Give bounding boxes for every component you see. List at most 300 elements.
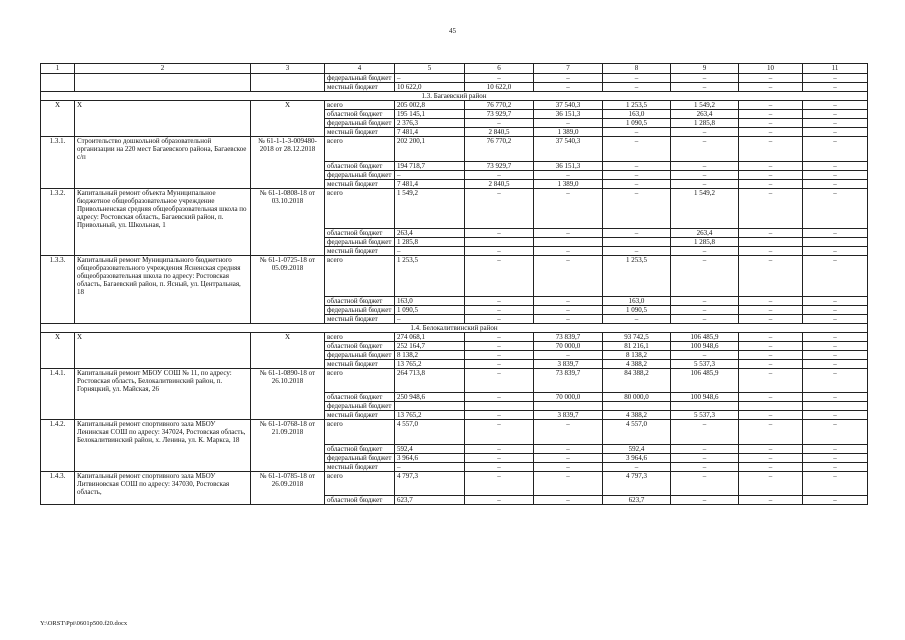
value-cell: 4 388,2 [603,359,671,368]
value-cell: – [671,444,739,453]
column-header: 4 [325,64,395,74]
value-cell [465,238,534,247]
value-cell: – [534,247,603,256]
funding-source: всего [325,256,395,297]
section-row [41,92,868,101]
value-cell: 250 948,6 [395,393,465,402]
value-cell: 7 481,4 [395,128,465,137]
value-cell: – [603,462,671,471]
document [251,74,325,83]
table-row [41,444,868,453]
value-cell: – [395,462,465,471]
funding-source: всего [325,420,395,445]
object-name [75,314,251,323]
value-cell: – [671,137,739,162]
value-cell [534,238,603,247]
value-cell: 163,0 [395,296,465,305]
value-cell: 252 164,7 [395,341,465,350]
row-number [41,305,75,314]
object-name [75,238,251,247]
document [251,229,325,238]
value-cell: – [603,137,671,162]
row-number [41,247,75,256]
value-cell: – [803,74,868,83]
value-cell: – [803,188,868,229]
value-cell: – [671,74,739,83]
value-cell: 73 929,7 [465,110,534,119]
value-cell: – [671,462,739,471]
table-row [41,256,868,297]
value-cell [739,238,803,247]
row-number: 1.4.2. [41,420,75,445]
value-cell: – [803,411,868,420]
value-cell: 10 622,0 [395,83,465,92]
document [251,110,325,119]
object-name [75,247,251,256]
value-cell: – [534,471,603,496]
value-cell: 8 138,2 [395,350,465,359]
value-cell: – [803,296,868,305]
object-name [75,393,251,402]
object-name [75,110,251,119]
value-cell: – [671,453,739,462]
table-row [41,496,868,505]
table-row [41,296,868,305]
value-cell: – [465,188,534,229]
object-name [75,341,251,350]
value-cell: – [465,305,534,314]
value-cell: 1 253,5 [395,256,465,297]
value-cell: – [739,411,803,420]
value-cell: – [534,496,603,505]
table-row [41,411,868,420]
funding-source: местный бюджет [325,359,395,368]
column-header: 11 [803,64,868,74]
value-cell: 592,4 [395,444,465,453]
document: № 61-1-0890-18 от 26.10.2018 [251,368,325,393]
object-name [75,179,251,188]
value-cell [803,238,868,247]
row-number [41,128,75,137]
value-cell: 100 948,6 [671,393,739,402]
table-row [41,83,868,92]
document: № 61-1-0768-18 от 21.09.2018 [251,420,325,445]
value-cell: 1 389,0 [534,179,603,188]
value-cell: – [739,296,803,305]
column-header: 6 [465,64,534,74]
value-cell: – [739,444,803,453]
value-cell: – [739,305,803,314]
value-cell: 163,0 [603,110,671,119]
column-header: 5 [395,64,465,74]
value-cell: – [739,74,803,83]
row-number [41,411,75,420]
value-cell: 106 485,9 [671,368,739,393]
value-cell: – [603,314,671,323]
funding-source: всего [325,188,395,229]
row-number [41,83,75,92]
value-cell: – [803,110,868,119]
object-name [75,229,251,238]
value-cell: – [534,188,603,229]
funding-source: федеральный бюджет [325,350,395,359]
object-name [75,359,251,368]
row-number [41,341,75,350]
value-cell: – [671,179,739,188]
column-header: 2 [75,64,251,74]
value-cell: 100 948,6 [671,341,739,350]
table-row [41,179,868,188]
funding-source: областной бюджет [325,110,395,119]
value-cell: – [603,188,671,229]
table-row [41,420,868,445]
document [251,314,325,323]
value-cell: 3 839,7 [534,411,603,420]
value-cell: – [671,314,739,323]
document: № 61-1-0785-18 от 26.09.2018 [251,471,325,496]
value-cell: – [465,256,534,297]
value-cell: – [534,305,603,314]
value-cell: – [803,420,868,445]
value-cell: – [803,128,868,137]
object-name: Строительство дошкольной образовательной организации на 220 мест Багаевского района, Багаевское с/п [75,137,251,162]
value-cell: 4 557,0 [603,420,671,445]
value-cell: – [465,411,534,420]
value-cell: 76 770,2 [465,101,534,110]
value-cell: – [739,83,803,92]
value-cell: – [671,161,739,170]
document [251,411,325,420]
object-name [75,402,251,411]
value-cell: – [739,471,803,496]
value-cell: – [534,420,603,445]
funding-source: местный бюджет [325,314,395,323]
value-cell: – [465,341,534,350]
object-name: X [75,332,251,341]
value-cell: – [603,179,671,188]
value-cell: – [671,83,739,92]
value-cell: 202 200,1 [395,137,465,162]
row-number: X [41,332,75,341]
object-name [75,74,251,83]
object-name [75,128,251,137]
value-cell: – [465,74,534,83]
value-cell: 13 765,2 [395,411,465,420]
document [251,170,325,179]
table-row [41,188,868,229]
value-cell: – [465,332,534,341]
funding-source: всего [325,332,395,341]
value-cell: 70 000,0 [534,393,603,402]
value-cell: – [603,229,671,238]
value-cell: – [803,393,868,402]
section-row [41,323,868,332]
value-cell: – [803,368,868,393]
document [251,161,325,170]
value-cell [739,402,803,411]
value-cell: 263,4 [671,110,739,119]
document: № 61-1-1-3-009480-2018 от 28.12.2018 [251,137,325,162]
value-cell: – [534,462,603,471]
value-cell: 4 557,0 [395,420,465,445]
table-row [41,350,868,359]
document: X [251,332,325,341]
value-cell: – [465,453,534,462]
row-number [41,296,75,305]
value-cell: 13 765,2 [395,359,465,368]
document [251,83,325,92]
column-header: 9 [671,64,739,74]
funding-source: местный бюджет [325,179,395,188]
value-cell: – [803,229,868,238]
row-number [41,238,75,247]
value-cell: – [803,471,868,496]
value-cell: 5 537,3 [671,359,739,368]
value-cell: 163,0 [603,296,671,305]
object-name: Капитальный ремонт спортивного зала МБОУ Литвиновская СОШ по адресу: 347030, Ростовская область, [75,471,251,496]
row-number [41,179,75,188]
value-cell [534,402,603,411]
table-row [41,341,868,350]
column-header: 10 [739,64,803,74]
value-cell: 73 929,7 [465,161,534,170]
value-cell: – [739,462,803,471]
value-cell: – [803,341,868,350]
row-number [41,496,75,505]
value-cell: – [803,170,868,179]
value-cell: 4 797,3 [603,471,671,496]
value-cell: – [739,229,803,238]
value-cell: – [465,496,534,505]
funding-source: местный бюджет [325,411,395,420]
document [251,119,325,128]
document [251,402,325,411]
value-cell: – [603,128,671,137]
row-number: 1.3.2. [41,188,75,229]
table-row [41,238,868,247]
value-cell: – [671,128,739,137]
value-cell: – [534,296,603,305]
value-cell: 4 797,3 [395,471,465,496]
value-cell: – [395,314,465,323]
document [251,350,325,359]
object-name: X [75,101,251,110]
funding-source: всего [325,368,395,393]
value-cell: 2 376,3 [395,119,465,128]
object-name [75,411,251,420]
value-cell: 194 718,7 [395,161,465,170]
value-cell: – [803,101,868,110]
value-cell [671,402,739,411]
value-cell: 7 481,4 [395,179,465,188]
document [251,305,325,314]
value-cell: 81 216,1 [603,341,671,350]
value-cell: 263,4 [395,229,465,238]
document [251,238,325,247]
value-cell: – [803,314,868,323]
document [251,341,325,350]
value-cell: – [671,305,739,314]
funding-source: местный бюджет [325,247,395,256]
value-cell: 3 964,6 [395,453,465,462]
value-cell: – [739,110,803,119]
value-cell: – [534,453,603,462]
funding-source: областной бюджет [325,341,395,350]
value-cell: 70 000,0 [534,341,603,350]
row-number [41,314,75,323]
value-cell: – [803,305,868,314]
value-cell: – [739,453,803,462]
value-cell: 76 770,2 [465,137,534,162]
funding-source: федеральный бюджет [325,119,395,128]
value-cell: 106 485,9 [671,332,739,341]
object-name: Капитальный ремонт МБОУ СОШ № 11, по адресу: Ростовская область, Белокалитвинский район, п. Горняцкий, ул. Майская, 26 [75,368,251,393]
value-cell: – [803,161,868,170]
value-cell: – [803,332,868,341]
row-number [41,170,75,179]
value-cell: – [534,119,603,128]
table-row [41,314,868,323]
value-cell [603,238,671,247]
value-cell: – [465,368,534,393]
document [251,128,325,137]
value-cell: 93 742,5 [603,332,671,341]
value-cell: – [803,359,868,368]
document [251,444,325,453]
value-cell: 80 000,0 [603,393,671,402]
value-cell: – [739,179,803,188]
value-cell: – [534,83,603,92]
funding-source: федеральный бюджет [325,402,395,411]
funding-table [40,63,868,505]
page-number: 45 [449,27,456,35]
value-cell: – [739,359,803,368]
object-name: Капитальный ремонт спортивного зала МБОУ Ленинская СОШ по адресу: 347024, Ростовская область, Белокалитвинский район, х. Ленина, ул. К. Маркса, 18 [75,420,251,445]
value-cell: – [803,247,868,256]
value-cell: – [465,350,534,359]
value-cell: – [739,119,803,128]
value-cell: 10 622,0 [465,83,534,92]
value-cell: – [671,471,739,496]
value-cell: – [534,314,603,323]
funding-source: федеральный бюджет [325,305,395,314]
funding-source: федеральный бюджет [325,170,395,179]
value-cell: – [395,74,465,83]
value-cell: – [739,247,803,256]
footer-file-path: Y:\ORST\Ppi\0601p500.f20.docx [40,620,128,627]
value-cell: – [465,462,534,471]
column-header: 3 [251,64,325,74]
object-name [75,161,251,170]
value-cell: – [803,462,868,471]
row-number: X [41,101,75,110]
value-cell: – [739,128,803,137]
value-cell: – [803,453,868,462]
table-row [41,170,868,179]
row-number: 1.4.3. [41,471,75,496]
document [251,359,325,368]
funding-source: местный бюджет [325,462,395,471]
row-number [41,119,75,128]
value-cell: 1 389,0 [534,128,603,137]
value-cell: 1 285,8 [671,238,739,247]
value-cell: – [803,256,868,297]
value-cell: – [739,137,803,162]
value-cell: – [739,314,803,323]
value-cell: 1 253,5 [603,101,671,110]
document [251,462,325,471]
value-cell: – [739,161,803,170]
table-row [41,128,868,137]
value-cell: – [603,247,671,256]
value-cell: 5 537,3 [671,411,739,420]
document [251,179,325,188]
value-cell: – [465,229,534,238]
document [251,296,325,305]
value-cell: 205 002,8 [395,101,465,110]
funding-source: федеральный бюджет [325,74,395,83]
value-cell: 592,4 [603,444,671,453]
value-cell [395,402,465,411]
value-cell: – [603,83,671,92]
object-name [75,462,251,471]
value-cell: 195 145,1 [395,110,465,119]
funding-source: областной бюджет [325,444,395,453]
value-cell [803,402,868,411]
value-cell: – [739,256,803,297]
value-cell: 36 151,3 [534,110,603,119]
funding-source: областной бюджет [325,393,395,402]
value-cell: 8 138,2 [603,350,671,359]
value-cell: – [739,101,803,110]
table-row [41,101,868,110]
column-header: 7 [534,64,603,74]
value-cell: – [534,444,603,453]
table-row [41,247,868,256]
value-cell: – [534,170,603,179]
value-cell: 1 090,5 [395,305,465,314]
value-cell: – [803,137,868,162]
object-name [75,453,251,462]
value-cell: 4 388,2 [603,411,671,420]
value-cell: 623,7 [395,496,465,505]
table-row [41,332,868,341]
value-cell: – [739,170,803,179]
value-cell [603,402,671,411]
document [251,496,325,505]
value-cell: 37 540,3 [534,137,603,162]
object-name: Капитальный ремонт Муниципального бюджетного общеобразовательного учреждения Ясненская средняя общеобразовательная школа по адресу: Ростовская область, Багаевский район, п. Ясный, ул. Центральная, 18 [75,256,251,297]
object-name [75,444,251,453]
row-number [41,359,75,368]
value-cell: – [739,368,803,393]
value-cell: 2 840,5 [465,128,534,137]
funding-source: областной бюджет [325,161,395,170]
funding-source: всего [325,137,395,162]
value-cell: – [465,444,534,453]
funding-source: федеральный бюджет [325,453,395,462]
value-cell: – [534,229,603,238]
funding-source: областной бюджет [325,496,395,505]
table-row [41,229,868,238]
value-cell: – [739,420,803,445]
value-cell: – [534,256,603,297]
object-name [75,305,251,314]
value-cell: – [803,119,868,128]
value-cell: 73 839,7 [534,368,603,393]
value-cell: – [739,350,803,359]
value-cell: – [534,350,603,359]
